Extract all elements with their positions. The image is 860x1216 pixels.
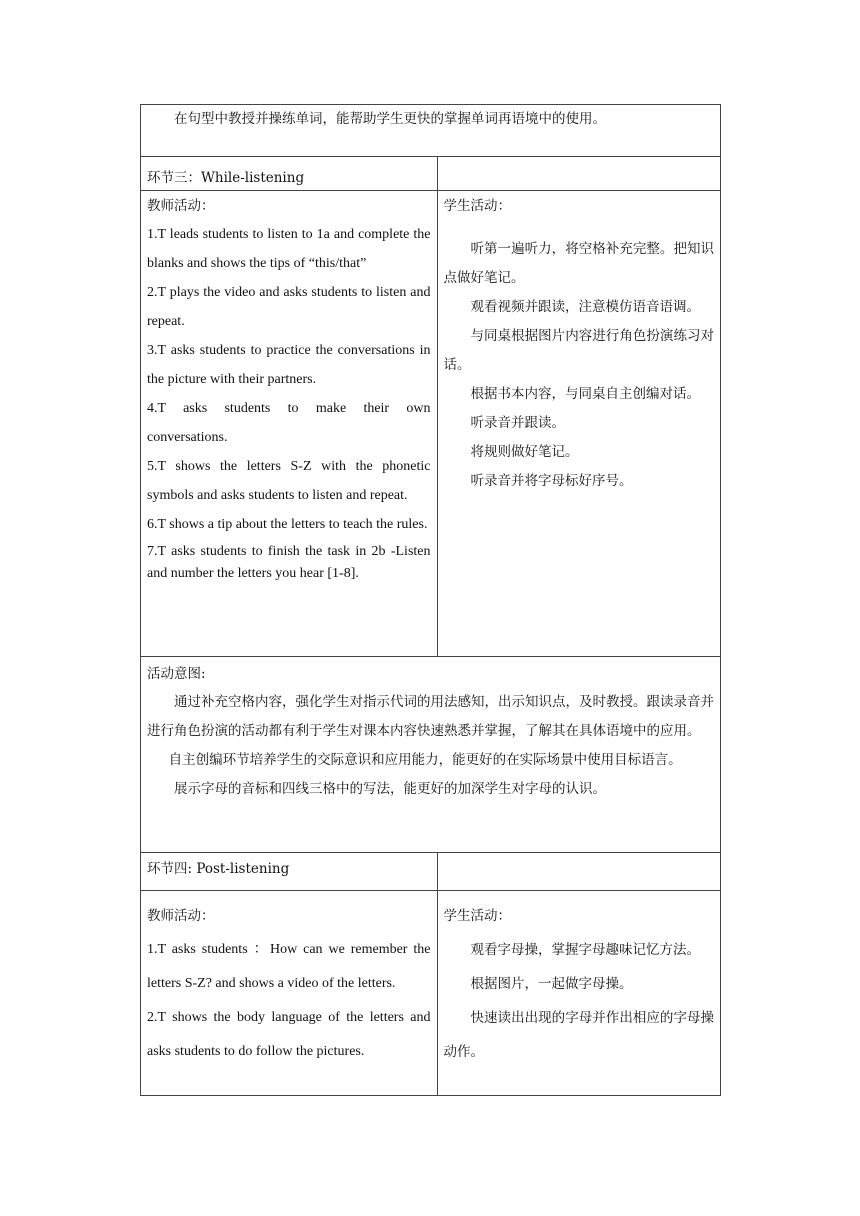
stage4-teacher-list [147, 933, 431, 1069]
stage3-student-cell [437, 191, 721, 657]
stage3-intent-paragraph-3: 展示字母的音标和四线三格中的写法，能更好的加深学生对字母的认识。 [174, 781, 606, 797]
intro-row [141, 105, 721, 157]
stage3-teacher-item-7: 7.T asks students to finish the task in 2b -Listen and number the letters you hear [1-8]. [147, 544, 431, 581]
stage3-student-item-2: 观看视频并跟读，注意模仿语音语调。 [470, 299, 700, 315]
stage3-student-item-5: 听录音并跟读。 [470, 415, 565, 431]
intro-cell [141, 105, 721, 157]
stage4-header-empty-cell [437, 853, 721, 891]
stage3-teacher-item-4: 4.T asks students to make their own conversations. [147, 401, 431, 445]
stage4-teacher-cell [141, 891, 438, 1096]
stage4-title: 环节四: Post-listening [147, 861, 290, 877]
stage3-intent-row [141, 657, 721, 853]
stage4-header-row [141, 853, 721, 891]
stage3-student-heading: 学生活动： [443, 198, 511, 214]
stage3-teacher-item-3: 3.T asks students to practice the conversations in the picture with their partners. [147, 343, 431, 387]
stage3-title: 环节三：While-listening [147, 170, 305, 186]
stage3-title-cell [141, 157, 438, 191]
stage3-student-item-7: 听录音并将字母标好序号。 [470, 473, 633, 489]
stage3-student-item-6: 将规则做好笔记。 [470, 444, 579, 460]
stage3-student-item-4: 根据书本内容，与同桌自主创编对话。 [470, 386, 700, 402]
stage4-teacher-item-1: 1.T asks students ：How can we remember the letters S-Z? and shows a video of the letters. [147, 942, 431, 991]
stage4-teacher-item-2: 2.T shows the body language of the letters and asks students to do follow the pictures. [147, 1010, 431, 1059]
lesson-plan-document [140, 104, 721, 1096]
stage4-student-item-1: 观看字母操，掌握字母趣味记忆方法。 [470, 942, 700, 958]
stage3-header-row [141, 157, 721, 191]
stage4-title-cell [141, 853, 438, 891]
stage3-student-item-1: 听第一遍听力，将空格补充完整。把知识点做好笔记。 [443, 241, 714, 286]
stage3-intent-paragraph-1: 通过补充空格内容，强化学生对指示代词的用法感知，出示知识点，及时教授。跟读录音并进行角色扮演的活动都有利于学生对课本内容快速熟悉并掌握，了解其在具体语境中的应用。 [147, 694, 714, 739]
stage4-student-item-3: 快速读出出现的字母并作出相应的字母操动作。 [443, 1010, 714, 1060]
stage3-teacher-item-6: 6.T shows a tip about the letters to teach the rules. [147, 517, 428, 532]
stage3-teacher-item-2: 2.T plays the video and asks students to listen and repeat. [147, 285, 431, 329]
stage3-intent-cell [141, 657, 721, 853]
stage3-teacher-cell [141, 191, 438, 657]
stage4-student-list [444, 933, 715, 1069]
stage3-activities-row [141, 191, 721, 657]
stage4-student-cell [437, 891, 721, 1096]
stage4-student-item-2: 根据图片，一起做字母操。 [470, 976, 633, 992]
stage3-teacher-item-1: 1.T leads students to listen to 1a and complete the blanks and shows the tips of “this/that” [147, 227, 431, 271]
stage4-activities-row [141, 891, 721, 1096]
stage3-teacher-heading: 教师活动： [147, 198, 215, 214]
stage3-student-list [444, 235, 715, 496]
stage3-header-empty-cell [437, 157, 721, 191]
stage3-student-item-3: 与同桌根据图片内容进行角色扮演练习对话。 [443, 328, 714, 373]
stage4-teacher-heading: 教师活动： [147, 908, 215, 924]
stage3-teacher-list [147, 220, 431, 585]
intro-text: 在句型中教授并操练单词，能帮助学生更快的掌握单词再语境中的使用。 [174, 111, 606, 127]
lesson-plan-table [140, 104, 721, 1096]
stage3-teacher-item-5: 5.T shows the letters S-Z with the phonetic symbols and asks students to listen and repeat. [147, 459, 431, 503]
stage3-intent-paragraph-2: 自主创编环节培养学生的交际意识和应用能力，能更好的在实际场景中使用目标语言。 [168, 752, 682, 768]
stage4-student-heading: 学生活动： [443, 908, 511, 924]
stage3-intent-heading: 活动意图: [147, 666, 206, 682]
